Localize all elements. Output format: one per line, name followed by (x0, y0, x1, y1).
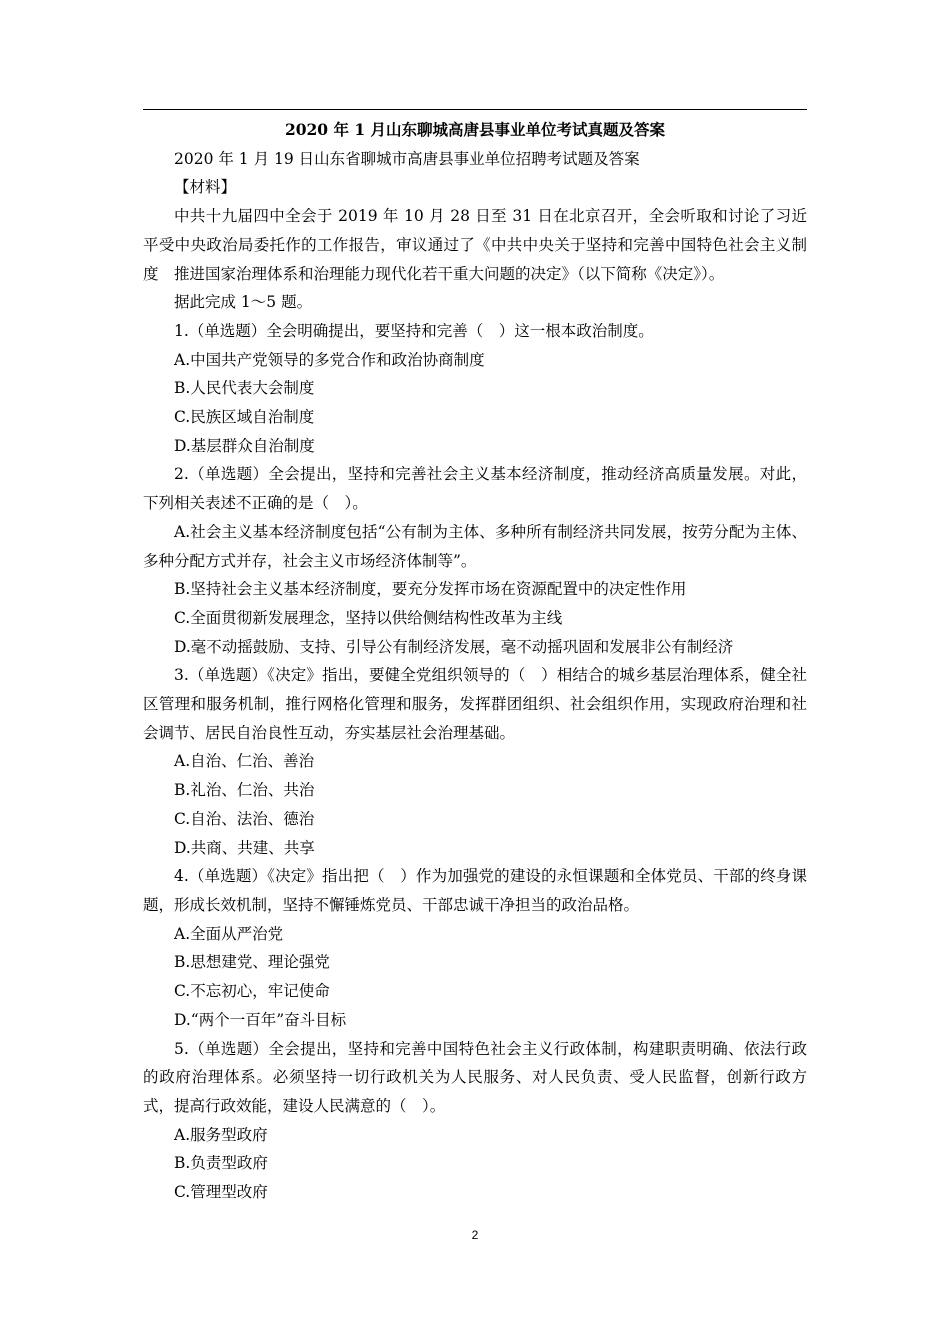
question-option: D.基层群众自治制度 (174, 436, 315, 455)
question-option: A.社会主义基本经济制度包括“公有制为主体、多种所有制经济共同发展，按劳分配为主体、多种分配方式并存，社会主义市场经济体制等”。 (143, 522, 807, 570)
header-rule (143, 109, 807, 110)
instruction: 据此完成 1～5 题。 (174, 293, 313, 312)
question-1 (143, 317, 807, 461)
question-3 (143, 661, 807, 862)
question-option: B.礼治、仁治、共治 (174, 781, 315, 800)
question-stem: 2.（单选题）全会提出，坚持和完善社会主义基本经济制度，推动经济高质量发展。对此，下列相关表述不正确的是（ ）。 (143, 465, 807, 513)
question-5 (143, 1035, 807, 1207)
question-option: C.全面贯彻新发展理念，坚持以供给侧结构性改革为主线 (174, 608, 563, 627)
question-option: D.“两个一百年”奋斗目标 (174, 1010, 347, 1029)
page-number: 2 (471, 1228, 479, 1242)
question-2 (143, 460, 807, 661)
question-option: C.不忘初心，牢记使命 (174, 982, 330, 1001)
question-stem: 3.（单选题）《决定》指出，要健全党组织领导的（ ）相结合的城乡基层治理体系，健全社区管理和服务机制，推行网格化管理和服务，发挥群团组织、社会组织作用，实现政府治理和社会调节、居民自治良性互动，夯实基层社会治理基础。 (143, 666, 807, 742)
question-option: A.全面从严治党 (174, 924, 284, 943)
material-label: 【材料】 (174, 178, 237, 197)
question-option: D.毫不动摇鼓励、支持、引导公有制经济发展，毫不动摇巩固和发展非公有制经济 (174, 637, 734, 656)
document-page (143, 116, 807, 1207)
question-option: A.中国共产党领导的多党合作和政治协商制度 (174, 350, 485, 369)
question-option: C.管理型改府 (174, 1183, 268, 1202)
question-option: D.共商、共建、共享 (174, 838, 315, 857)
document-title: 2020 年 1 月山东聊城高唐县事业单位考试真题及答案 (284, 120, 666, 139)
question-stem: 5.（单选题）全会提出，坚持和完善中国特色社会主义行政体制，构建职责明确、依法行政的政府治理体系。必须坚持一切行政机关为人民服务、对人民负责、受人民监督，创新行政方式，提高行政效能，建设人民满意的（ ）。 (143, 1039, 807, 1115)
question-option: B.负责型政府 (174, 1154, 268, 1173)
question-4 (143, 862, 807, 1034)
question-stem: 4.（单选题）《决定》指出把（ ）作为加强党的建设的永恒课题和全体党员、干部的终身课题，形成长效机制，坚持不懈锤炼党员、干部忠诚干净担当的政治品格。 (143, 867, 807, 914)
question-option: B.思想建党、理论强党 (174, 953, 330, 972)
question-option: A.服务型政府 (174, 1125, 268, 1144)
material-text: 中共十九届四中全会于 2019 年 10 月 28 日至 31 日在北京召开，全会听取和讨论了习近平受中央政治局委托作的工作报告，审议通过了《中共中央关于坚持和完善中国特色社会主义制度 推进国家治理体系和治理能力现代化若干重大问题的决定》（以下简称《决定》）。 (143, 207, 807, 283)
question-option: C.自治、法治、德治 (174, 809, 315, 828)
question-option: B.人民代表大会制度 (174, 379, 315, 398)
document-subtitle: 2020 年 1 月 19 日山东省聊城市高唐县事业单位招聘考试题及答案 (174, 149, 640, 168)
question-option: A.自治、仁治、善治 (174, 752, 315, 771)
question-stem: 1.（单选题）全会明确提出，要坚持和完善（ ）这一根本政治制度。 (174, 321, 654, 340)
question-option: B.坚持社会主义基本经济制度，要充分发挥市场在资源配置中的决定性作用 (174, 580, 687, 599)
question-option: C.民族区域自治制度 (174, 408, 315, 427)
